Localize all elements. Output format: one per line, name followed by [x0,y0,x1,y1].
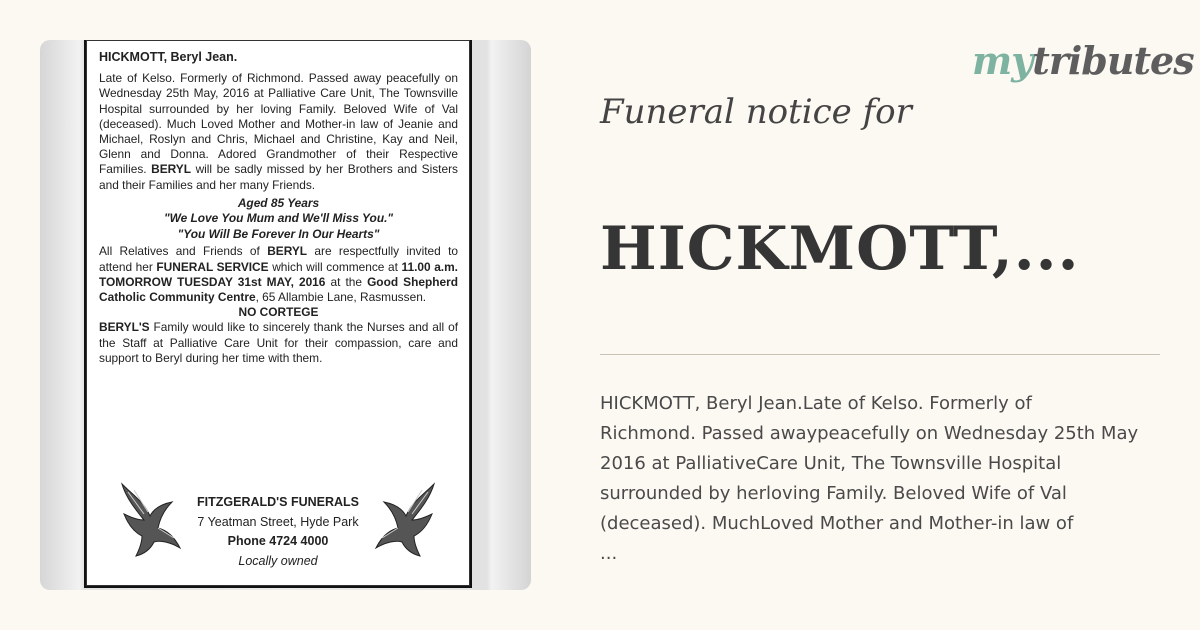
excerpt-line: ... [600,543,618,564]
funeral-notice-clipping [84,40,472,588]
divider [600,354,1160,355]
quote-line-1: "We Love You Mum and We'll Miss You." [163,211,394,226]
notice-tribute-lines [99,196,458,243]
excerpt-line: (deceased). MuchLoved Mother and Mother-in law of [600,513,1074,534]
notice-image-panel [40,40,531,590]
excerpt-line: HICKMOTT, Beryl Jean.Late of Kelso. Formerly of [600,393,1032,414]
excerpt-line: surrounded by herloving Family. Beloved Wife of Val [600,483,1067,504]
funeral-home-address: 7 Yeatman Street, Hyde Park [197,514,359,529]
page-title: HICKMOTT,... [600,214,1080,284]
mytributes-logo[interactable]: mytributes [972,38,1194,83]
deceased-name: HICKMOTT, Beryl Jean. [99,50,238,64]
excerpt-line: Richmond. Passed awaypeacefully on Wednesday 25th May [600,423,1139,444]
notice-paragraph-service: All Relatives and Friends of BERYL are respectfully invited to attend her FUNERAL SERVICE which will commence at 11.00 a.m. TOMORROW TUESDAY 31st MAY, 2016 at the Good Shepherd Catholic Community Centre, 65 Allambie Lane, Rasmussen. [99,244,458,304]
quote-line-2: "You Will Be Forever In Our Hearts" [177,226,380,241]
funeral-home-block [86,493,470,571]
aged-line: Aged 85 Years [237,195,320,210]
funeral-home-name: FITZGERALD'S FUNERALS [197,495,359,509]
notice-paragraph-thanks: BERYL'S Family would like to sincerely thank the Nurses and all of the Staff at Palliative Care Unit for their compassion, care and support to Beryl during her time with them. [99,320,458,365]
notice-paragraph-intro: Late of Kelso. Formerly of Richmond. Passed away peacefully on Wednesday 25th May, 2016 at Palliative Care Unit, The Townsville Hospital surrounded by her loving Family. Beloved Wife of Val (deceased). Much Loved Mother and Mother-in law of Jeanie and Michael, Roslyn and Chris, Michael and Christine, Kay and Neil, Glenn and Donna. Adored Grandmother of their Respective Families. BERYL will be sadly missed by her Brothers and Sisters and their Families and her many Friends. [99,71,458,192]
funeral-home-phone: Phone 4724 4000 [227,534,329,548]
locally-owned-label: Locally owned [238,553,318,568]
page-subtitle: Funeral notice for [600,92,912,132]
notice-excerpt [600,389,1200,569]
excerpt-line: 2016 at PalliativeCare Unit, The Townsville Hospital [600,453,1062,474]
no-cortege-line: NO CORTEGE [238,305,319,320]
